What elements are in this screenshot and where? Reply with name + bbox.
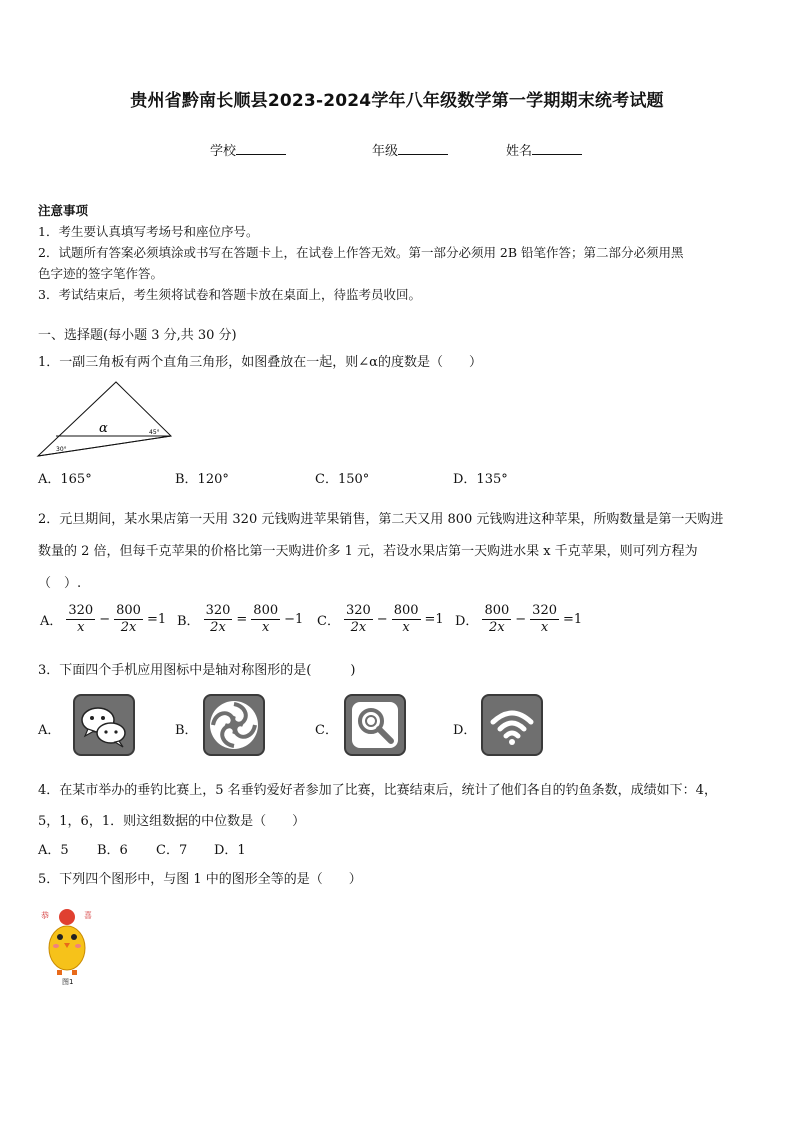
q1-angle-right-label: 45° — [149, 429, 160, 436]
q1-triangle-outer — [38, 382, 171, 456]
q5-text: 5．下列四个图形中，与图 1 中的图形全等的是（ ） — [38, 872, 362, 887]
fraction: $\frac{800}{x}$ — [253, 603, 279, 635]
fraction: $\frac{320}{x}$ — [532, 603, 557, 635]
q1-triangle-figure — [36, 380, 176, 460]
q4-line-1: 4．在某市举办的垂钓比赛上，5 名垂钓爱好者参加了比赛，比赛结束后，统计了他们各自的钓鱼条数，成绩如下：4， — [38, 783, 717, 798]
notes-block — [38, 200, 760, 305]
q4-option-a[interactable]: A．5 — [38, 843, 69, 858]
chick-comb — [59, 909, 75, 925]
q3-chat-app-icon[interactable] — [73, 694, 135, 756]
q2-line-2: 数量的 2 倍，但每千克苹果的价格比第一天购进价多 1 元，若设水果店第一天购进水果 x 千克苹果，则可列方程为 — [38, 544, 698, 559]
q4-option-d[interactable]: D．1 — [214, 843, 246, 858]
name-field — [506, 140, 582, 159]
q3-option-d[interactable]: D． — [453, 723, 477, 738]
q4-text — [38, 775, 758, 837]
q2-line-1: 2．元旦期间，某水果店第一天用 320 元钱购进苹果销售，第二天又用 800 元钱购进这种苹果，所购数量是第一天购进 — [38, 512, 724, 527]
q3-text: 3．下面四个手机应用图标中是轴对称图形的是( ) — [38, 663, 356, 678]
q1-option-a[interactable]: A．165° — [38, 472, 92, 487]
q2-option-c-label: C． — [317, 614, 340, 629]
name-label: 姓名 — [506, 144, 533, 159]
q3-option-a[interactable]: A． — [38, 723, 61, 738]
q2-option-c[interactable]: C． $\frac{320}{2x}$ − $\frac{800}{x}$ =1 — [317, 603, 444, 635]
q2-text — [38, 504, 758, 600]
grade-field — [372, 140, 448, 159]
q2-option-d[interactable]: D． $\frac{800}{2x}$ − $\frac{320}{x}$ =1 — [455, 603, 583, 635]
q3-wifi-app-icon[interactable] — [481, 694, 543, 756]
q1-angle-left-label: 30° — [56, 446, 67, 453]
q1-option-b[interactable]: B．120° — [175, 472, 229, 487]
fraction: $\frac{320}{x}$ — [68, 603, 94, 635]
q3-search-app-icon[interactable] — [344, 694, 406, 756]
grade-blank — [398, 142, 448, 155]
notes-item-1: 1．考生要认真填写考场号和座位序号。 — [38, 224, 259, 239]
wifi-icon — [483, 696, 541, 754]
q4-line-2: 5，1，6，1．则这组数据的中位数是（ ） — [38, 814, 306, 829]
q3-option-b[interactable]: B． — [175, 723, 198, 738]
q4-option-b[interactable]: B．6 — [97, 843, 128, 858]
chick-sticker-left: 恭 — [41, 911, 49, 920]
q1-option-d[interactable]: D．135° — [453, 472, 508, 487]
school-field — [210, 140, 286, 159]
q2-option-a-label: A． — [40, 614, 63, 629]
q2-line-3: （ ）. — [38, 576, 82, 591]
page-title: 贵州省黔南长顺县2023-2024学年八年级数学第一学期期末统考试题 — [130, 91, 664, 111]
school-label: 学校 — [210, 144, 237, 159]
fraction: $\frac{320}{2x}$ — [205, 603, 231, 635]
name-blank — [532, 142, 582, 155]
swirl-icon — [205, 696, 263, 754]
q2-option-b[interactable]: B． $\frac{320}{2x}$ = $\frac{800}{x}$ −1 — [177, 603, 304, 635]
q5-chick-figure — [36, 902, 98, 986]
figure-caption: 图1 — [62, 978, 74, 986]
q1-text: 1．一副三角板有两个直角三角形，如图叠放在一起，则∠α的度数是（ ） — [38, 355, 482, 370]
q2-option-b-label: B． — [177, 614, 200, 629]
q1-alpha-label: α — [99, 421, 108, 436]
q3-option-c[interactable]: C． — [315, 723, 338, 738]
fraction: $\frac{800}{2x}$ — [116, 603, 141, 635]
school-blank — [236, 142, 286, 155]
q1-option-c[interactable]: C．150° — [315, 472, 370, 487]
q4-option-c[interactable]: C．7 — [156, 843, 188, 858]
q3-swirl-app-icon[interactable] — [203, 694, 265, 756]
grade-label: 年级 — [372, 144, 399, 159]
fraction: $\frac{800}{2x}$ — [484, 603, 510, 635]
fraction: $\frac{320}{2x}$ — [345, 603, 371, 635]
q2-option-a[interactable]: A． $\frac{320}{x}$ − $\frac{800}{2x}$ =1 — [40, 603, 167, 635]
notes-heading: 注意事项 — [38, 203, 89, 218]
notes-item-2b: 色字迹的签字笔作答。 — [38, 266, 164, 281]
chat-bubbles-icon — [75, 696, 133, 754]
notes-item-3: 3．考试结束后，考生须将试卷和答题卡放在桌面上，待监考员收回。 — [38, 287, 421, 302]
notes-item-2a: 2．试题所有答案必须填涂或书写在答题卡上，在试卷上作答无效。第一部分必须用 2B 铅笔作答；第二部分必须用黑 — [38, 245, 684, 260]
section-heading: 一、选择题(每小题 3 分,共 30 分) — [38, 328, 237, 343]
magnifier-icon — [346, 696, 404, 754]
q2-option-d-label: D． — [455, 614, 479, 629]
fraction: $\frac{800}{x}$ — [393, 603, 419, 635]
chick-sticker-right: 喜 — [84, 911, 92, 920]
